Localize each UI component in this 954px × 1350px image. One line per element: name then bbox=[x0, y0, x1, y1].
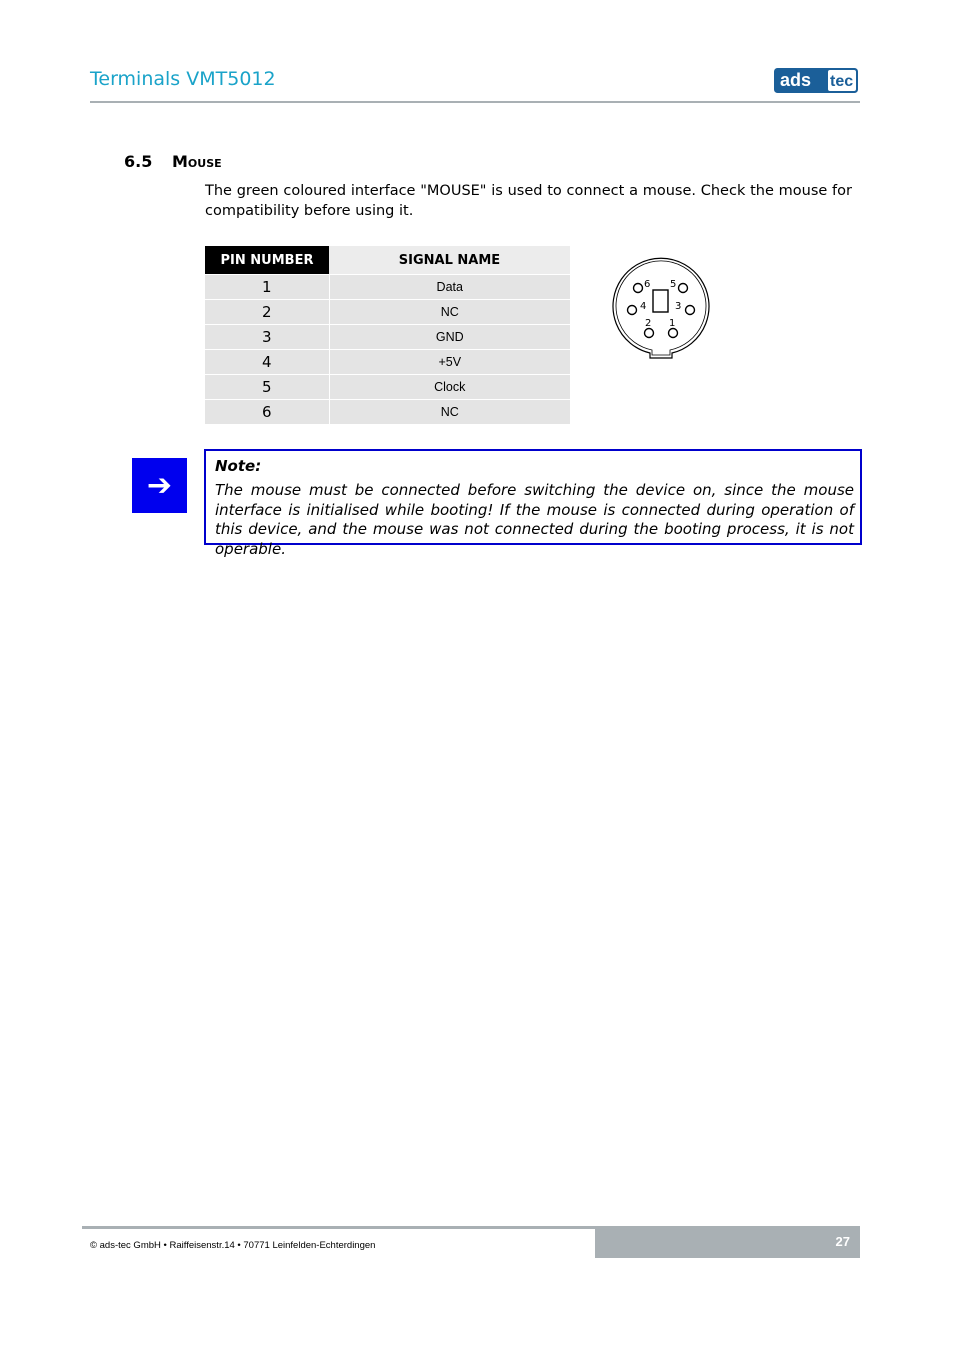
pin-number-cell: 2 bbox=[205, 300, 329, 325]
pin-label: 2 bbox=[645, 318, 652, 329]
pin-label: 3 bbox=[675, 301, 682, 312]
signal-name-cell: NC bbox=[329, 300, 570, 325]
pin-label: 6 bbox=[644, 279, 651, 290]
table-row bbox=[205, 400, 570, 425]
section-number: 6.5 bbox=[124, 152, 153, 171]
logo-tec-text: tec bbox=[830, 73, 854, 90]
signal-name-cell: +5V bbox=[329, 350, 570, 375]
footer-address: © ads-tec GmbH • Raiffeisenstr.14 • 70771 Leinfelden-Echterdingen bbox=[90, 1240, 376, 1251]
page-number-box bbox=[595, 1228, 860, 1258]
ads-tec-logo bbox=[774, 68, 858, 93]
pin-number-cell: 4 bbox=[205, 350, 329, 375]
table-header-pin-number: PIN NUMBER bbox=[205, 246, 329, 275]
arrow-right-icon: ➔ bbox=[132, 458, 187, 513]
connector-inner-outline bbox=[616, 261, 706, 355]
signal-name-cell: NC bbox=[329, 400, 570, 425]
table-row bbox=[205, 325, 570, 350]
pin-number-cell: 1 bbox=[205, 275, 329, 300]
mini-din-connector-diagram bbox=[608, 256, 714, 362]
table-row bbox=[205, 350, 570, 375]
pin-1-hole bbox=[669, 329, 678, 338]
note-box bbox=[204, 449, 862, 558]
note-text: The mouse must be connected before switching the device on, since the mouse interface is initialised while booting! If the mouse is connected during operation of this device, and the mouse was not connected during the booting process, it is not operable. bbox=[215, 481, 854, 558]
pin-label: 5 bbox=[670, 279, 677, 290]
section-title: Mouse bbox=[172, 152, 222, 171]
signal-name-cell: Clock bbox=[329, 375, 570, 400]
signal-name-cell: Data bbox=[329, 275, 570, 300]
table-row bbox=[205, 275, 570, 300]
page-number: 27 bbox=[835, 1234, 850, 1249]
pin-label: 1 bbox=[669, 318, 676, 329]
header-rule bbox=[90, 101, 860, 103]
signal-name-cell: GND bbox=[329, 325, 570, 350]
table-row bbox=[205, 300, 570, 325]
pin-5-hole bbox=[679, 284, 688, 293]
pin-number-cell: 6 bbox=[205, 400, 329, 425]
pin-number-cell: 3 bbox=[205, 325, 329, 350]
connector-key bbox=[653, 290, 668, 312]
section-intro: The green coloured interface "MOUSE" is used to connect a mouse. Check the mouse for compatibility before using it. bbox=[205, 183, 852, 219]
pin-4-hole bbox=[628, 306, 637, 315]
document-title: Terminals VMT5012 bbox=[90, 68, 276, 90]
pin-6-hole bbox=[634, 284, 643, 293]
pin-assignment-table bbox=[205, 246, 570, 424]
pin-2-hole bbox=[645, 329, 654, 338]
note-label: Note: bbox=[215, 457, 262, 475]
logo-ads-text: ads bbox=[780, 70, 812, 90]
pin-3-hole bbox=[686, 306, 695, 315]
pin-label: 4 bbox=[640, 301, 647, 312]
pin-number-cell: 5 bbox=[205, 375, 329, 400]
table-row bbox=[205, 375, 570, 400]
table-header-signal-name: SIGNAL NAME bbox=[329, 246, 570, 275]
